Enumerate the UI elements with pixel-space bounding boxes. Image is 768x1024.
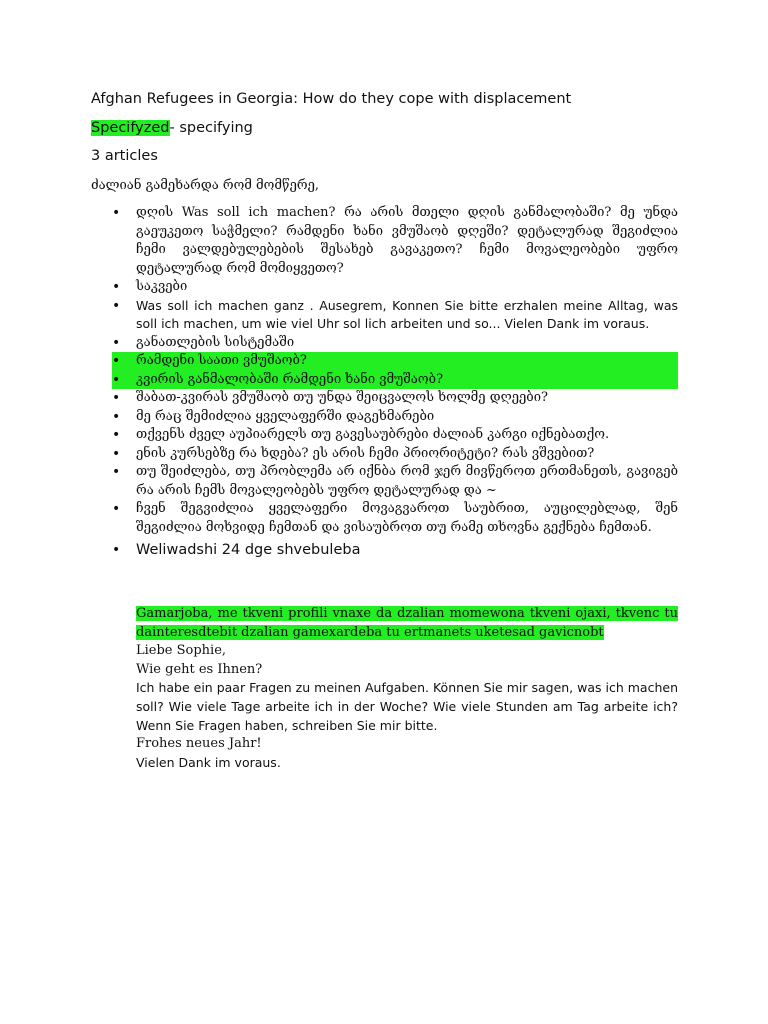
bullet-icon: • — [112, 390, 121, 406]
list-item — [112, 334, 678, 353]
intro-line: ძალიან გამეხარდა რომ მომწერე, — [91, 178, 319, 193]
list-item-highlighted — [112, 371, 678, 390]
list-item — [112, 500, 678, 537]
letter-block — [136, 605, 678, 772]
list-item-text: განათლების სისტემაში — [136, 334, 295, 350]
list-item-text: თქვენს ძველ აუპიარელს თუ გავესაუბრები ძალიან კარგი იქნებათქო. — [136, 427, 610, 442]
letter-closing: Vielen Dank im voraus. — [136, 754, 281, 770]
bullet-icon: • — [112, 371, 121, 388]
list-item — [112, 204, 678, 278]
articles-count: 3 articles — [91, 148, 158, 164]
spec-highlight: Specifyzed — [91, 120, 170, 136]
list-item-text: Weliwadshi 24 dge shvebuleba — [136, 542, 361, 558]
list-item-text: საკვები — [136, 279, 188, 294]
bullet-icon: • — [112, 353, 121, 369]
list-item — [112, 463, 678, 500]
list-item — [112, 539, 678, 561]
list-item-text: Was soll ich machen ganz . Ausegrem, Konnen Sie bitte erzhalen meine Alltag, was soll ich machen, um wie viel Uhr sol lich arbeiten und so... Vielen Dank im voraus. — [136, 297, 678, 331]
list-item — [112, 297, 678, 334]
letter-body: Ich habe ein paar Fragen zu meinen Aufgaben. Können Sie mir sagen, was ich machen soll? Wie viele Tage arbeite ich in der Woche? Wie viele Stunden am Tag arbeite ich? Wenn Sie Fragen haben, schreiben Sie mir bitte. — [136, 680, 678, 733]
list-item — [112, 278, 678, 297]
spec-rest: - specifying — [169, 120, 253, 136]
bullet-list — [112, 204, 678, 561]
list-item-text: დღის Was soll ich machen? რა არის მთელი დღის განმალობაში? მე უნდა გაეუკეთო საჭმელი? რამდენი ხანი ვმუშაობ დღეში? დეტალურად შეგიძლია ჩემი ვალდებულებების შესახებ გავაკეთო? ჩემი მოვალეობები უფრო დეტალურად რომ მომიყვეთო? — [136, 205, 678, 276]
bullet-icon: • — [112, 297, 121, 314]
bullet-icon: • — [112, 334, 121, 351]
list-item-text: ჩვენ შეგვიძლია ყველაფერი მოვაგვაროთ საუბრით, აუცილებლად, შენ შეგიძლია მოხვიდე ჩემთან და ვისაუბროთ თუ რამე თხოვნა გექნება ჩემთან. — [136, 501, 678, 535]
bullet-icon: • — [112, 205, 121, 221]
list-item-highlighted — [112, 352, 678, 371]
document-title: Afghan Refugees in Georgia: How do they cope with displacement — [91, 91, 572, 107]
bullet-icon: • — [112, 408, 121, 425]
letter-highlight: Gamarjoba, me tkveni profili vnaxe da dzalian momewona tkveni ojaxi, tkvenc tu dainteresdtebit dzalian gamexardeba tu ertmanets uketesad gavicnobt — [136, 606, 678, 640]
bullet-icon: • — [112, 464, 121, 480]
list-item-text: კვირის განმალობაში რამდენი ხანი ვმუშაობ? — [136, 371, 444, 387]
letter-wish: Frohes neues Jahr! — [136, 736, 262, 752]
bullet-icon: • — [112, 501, 121, 517]
list-item — [112, 389, 678, 408]
letter-salutation: Liebe Sophie, — [136, 643, 227, 659]
bullet-icon: • — [112, 445, 121, 462]
bullet-icon: • — [112, 279, 121, 295]
list-item — [112, 426, 678, 445]
list-item — [112, 445, 678, 464]
bullet-icon: • — [112, 427, 121, 443]
list-item-text: რამდენი საათი ვმუშაობ? — [136, 353, 307, 368]
list-item-text: მე რაც შემიძლია ყველაფერში დაგეხმარები — [136, 408, 435, 424]
list-item-text: შაბათ-კვირას ვმუშაობ თუ უნდა შეიცვალოს ხოლმე დღეები? — [136, 390, 548, 405]
letter-greeting: Wie geht es Ihnen? — [136, 661, 263, 677]
list-item — [112, 408, 678, 427]
list-item-text: ენის კურსებზე რა ხდება? ეს არის ჩემი პრიორიტეტი? რას ვშვებით? — [136, 445, 595, 461]
spec-line — [91, 120, 253, 136]
bullet-icon: • — [112, 542, 121, 558]
list-item-text: თუ შეიძლება, თუ პრობლემა არ იქნბა რომ ჯერ მივწეროთ ერთმანეთს, გავიგებ რა არის ჩემს მოვალეობებს უფრო დეტალურად და ~ — [136, 464, 678, 498]
